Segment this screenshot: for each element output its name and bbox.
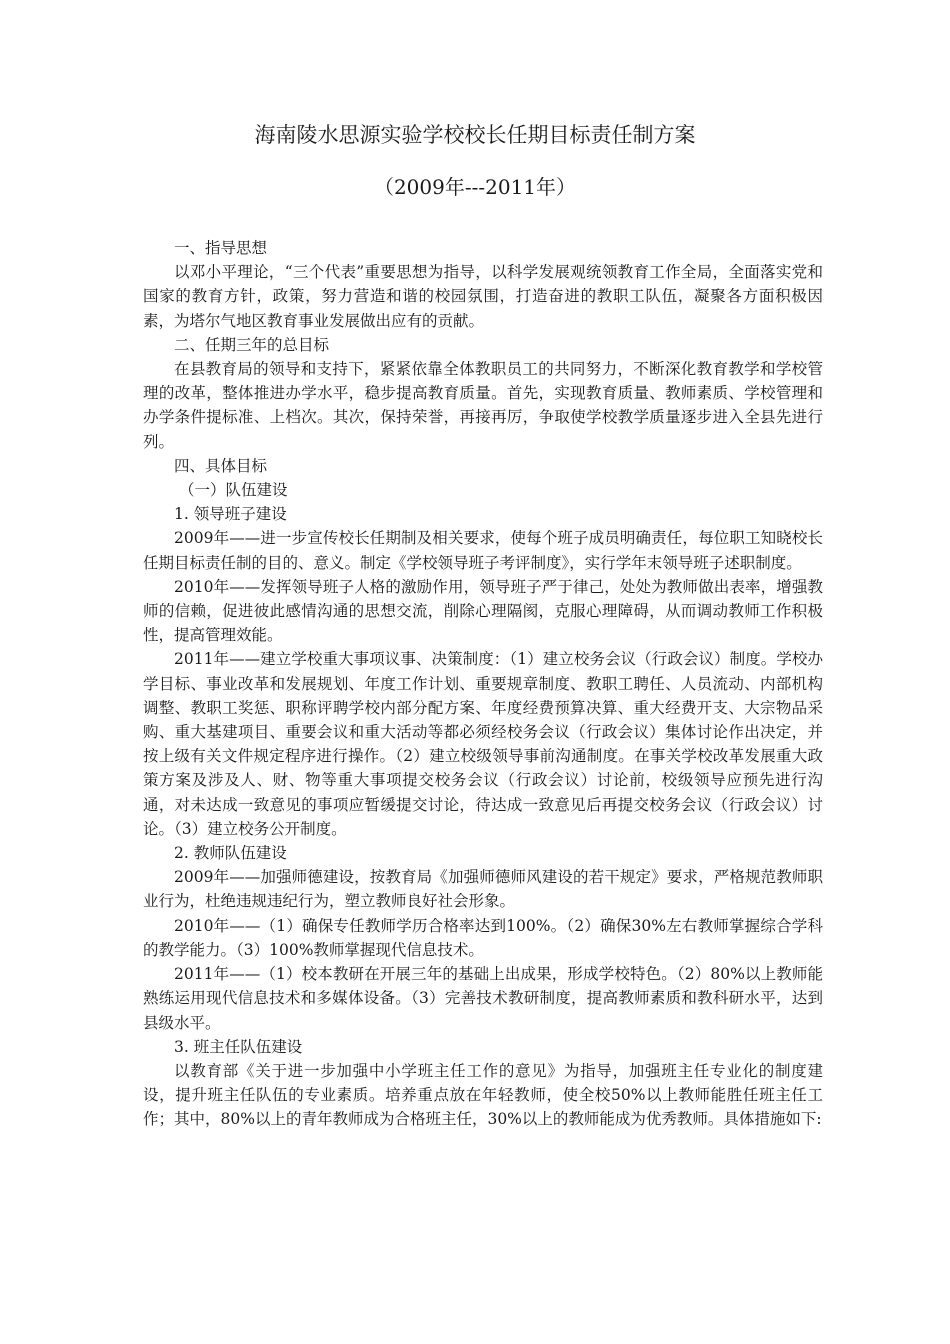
- paragraph-overall-goal: 在县教育局的领导和支持下，紧紧依靠全体教职员工的共同努力，不断深化教育教学和学校管理的改革，整体推进办学水平，稳步提高教育质量。首先，实现教育质量、教师素质、学校管理和办学条件提标准、上档次。其次，保持荣誉，再接再厉，争取使学校教学质量逐步进入全县先进行列。: [143, 360, 823, 451]
- paragraph-teachers-2010: 2010年——（1）确保专任教师学历合格率达到100%。（2）确保30%左右教师掌握综合学科的教学能力。（3）100%教师掌握现代信息技术。: [143, 916, 823, 959]
- paragraph-head-teachers: 以教育部《关于进一步加强中小学班主任工作的意见》为指导，加强班主任专业化的制度建设，提升班主任队伍的专业素质。培养重点放在年轻教师，使全校50%以上教师能胜任班主任工作；其中，80%以上的青年教师成为合格班主任，30%以上的教师能成为优秀教师。具体措施如下:: [143, 1061, 823, 1129]
- item-heading-leadership: 1. 领导班子建设: [174, 505, 287, 524]
- document-subtitle: （2009年---2011年）: [373, 175, 577, 199]
- paragraph-teachers-2009: 2009年——加强师德建设，按教育局《加强师德师风建设的若干规定》要求，严格规范教师职业行为，杜绝违规违纪行为，塑立教师良好社会形象。: [143, 868, 823, 911]
- document-title: 海南陵水思源实验学校校长任期目标责任制方案: [254, 123, 696, 147]
- paragraph-guiding-ideology: 以邓小平理论，“三个代表”重要思想为指导，以科学发展观统领教育工作全局，全面落实党和国家的教育方针，政策，努力营造和谐的校园氛围，打造奋进的教职工队伍，凝聚各方面积极因素，为塔尔气地区教育事业发展做出应有的贡献。: [143, 263, 823, 330]
- document-body: [143, 236, 823, 1132]
- item-heading-teachers: 2. 教师队伍建设: [174, 844, 287, 863]
- section-heading-specific-goals: 四、具体目标: [174, 456, 268, 475]
- paragraph-leadership-2009: 2009年——进一步宣传校长任期制及相关要求，使每个班子成员明确责任，每位职工知晓校长任期目标责任制的目的、意义。制定《学校领导班子考评制度》，实行学年末领导班子述职制度。: [143, 529, 823, 572]
- item-heading-head-teachers: 3. 班主任队伍建设: [174, 1037, 303, 1056]
- paragraph-teachers-2011: 2011年——（1）校本教研在开展三年的基础上出成果，形成学校特色。（2）80%以上教师能熟练运用现代信息技术和多媒体设备。（3）完善技术教研制度，提高教师素质和教科研水平，达到县级水平。: [143, 965, 823, 1032]
- section-heading-overall-goal: 二、任期三年的总目标: [174, 335, 330, 354]
- subsection-heading-team-building: （一）队伍建设: [179, 481, 288, 500]
- section-heading-guiding-ideology: 一、指导思想: [174, 239, 268, 257]
- paragraph-leadership-2010: 2010年——发挥领导班子人格的激励作用，领导班子严于律己，处处为教师做出表率，增强教师的信赖，促进彼此感情沟通的思想交流，削除心理隔阂，克服心理障碍，从而调动教师工作积极性，提高管理效能。: [143, 577, 823, 645]
- paragraph-leadership-2011: 2011年——建立学校重大事项议事、决策制度：（1）建立校务会议（行政会议）制度。学校办学目标、事业改革和发展规划、年度工作计划、重要规章制度、教职工聘任、人员流动、内部机构调整、教职工奖惩、职称评聘学校内部分配方案、年度经费预算决算、重大经费开支、大宗物品采购、重大基建项目、重要会议和重大活动等都必须经校务会议（行政会议）集体讨论作出决定，并按上级有关文件规定程序进行操作。（2）建立校级领导事前沟通制度。在事关学校改革发展重大政策方案及涉及人、财、物等重大事项提交校务会议（行政会议）讨论前，校级领导应预先进行沟通，对未达成一致意见的事项应暂缓提交讨论，待达成一致意见后再提交校务会议（行政会议）讨论。（3）建立校务公开制度。: [143, 650, 823, 838]
